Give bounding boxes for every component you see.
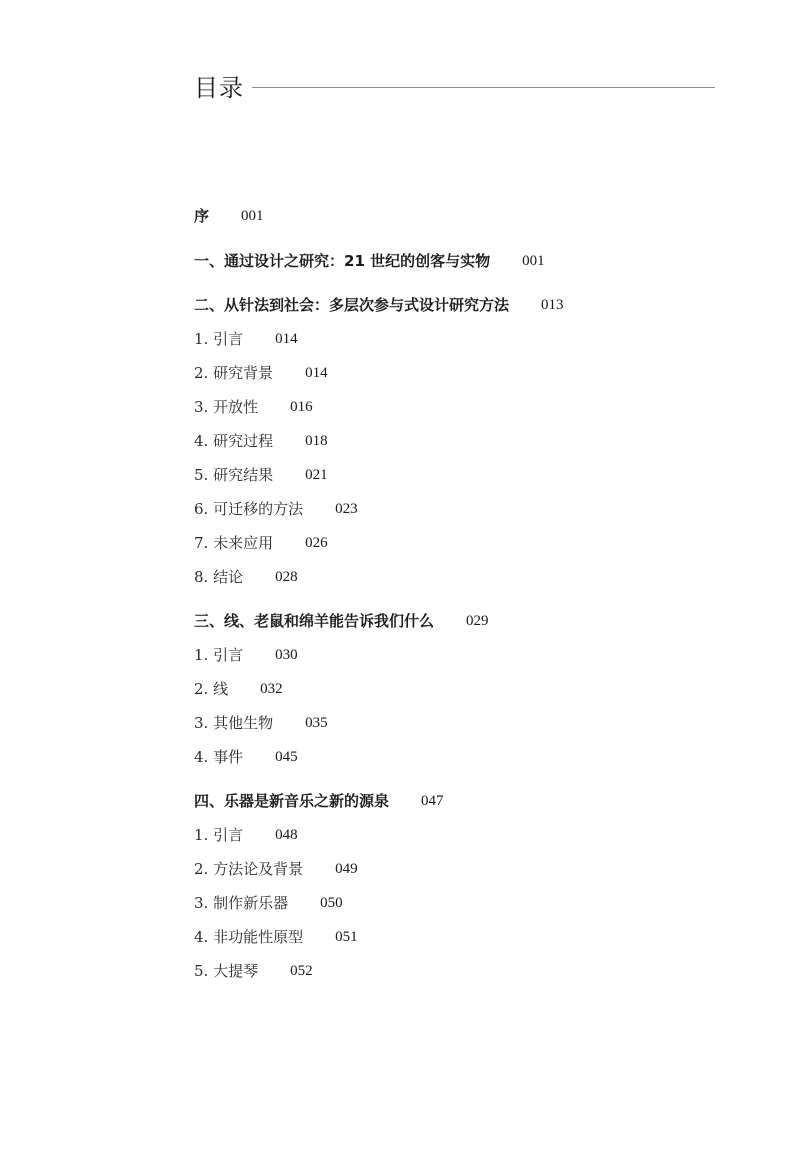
toc-entry-title: 2. 方法论及背景	[194, 860, 304, 878]
toc-section[interactable]	[194, 890, 343, 916]
toc-entry-title: 4. 事件	[194, 748, 244, 766]
page-title: 目录	[194, 74, 244, 102]
toc-section[interactable]	[194, 676, 283, 702]
toc-entry-page: 018	[305, 433, 328, 449]
toc-entry-page: 047	[421, 793, 444, 809]
header-rule	[252, 87, 715, 88]
toc-section[interactable]	[194, 326, 298, 352]
page-header	[194, 70, 715, 110]
toc-entry-title: 5. 大提琴	[194, 962, 259, 980]
toc-entry-title: 序	[194, 207, 210, 225]
toc-entry-page: 048	[275, 827, 298, 843]
toc-section[interactable]	[194, 530, 328, 556]
toc-section[interactable]	[194, 710, 328, 736]
toc-entry-page: 026	[305, 535, 328, 551]
toc-entry-page: 023	[335, 501, 358, 517]
toc-chapter-2[interactable]	[194, 292, 564, 318]
toc-section[interactable]	[194, 496, 358, 522]
toc-chapter-1[interactable]	[194, 248, 545, 274]
toc-entry-title: 1. 引言	[194, 646, 244, 664]
toc-entry-title: 4. 研究过程	[194, 432, 274, 450]
toc-entry-page: 016	[290, 399, 313, 415]
toc-section[interactable]	[194, 428, 328, 454]
toc-entry-title: 4. 非功能性原型	[194, 928, 304, 946]
toc-entry-page: 014	[275, 331, 298, 347]
toc-entry-title: 2. 线	[194, 680, 229, 698]
toc-section[interactable]	[194, 462, 328, 488]
toc-entry-page: 050	[320, 895, 343, 911]
toc-section[interactable]	[194, 744, 298, 770]
toc-entry-title: 三、线、老鼠和绵羊能告诉我们什么	[194, 612, 435, 630]
toc-section[interactable]	[194, 642, 298, 668]
toc-chapter-4[interactable]	[194, 788, 444, 814]
toc-chapter-3[interactable]	[194, 608, 489, 634]
toc-entry-page: 030	[275, 647, 298, 663]
toc-section[interactable]	[194, 856, 358, 882]
toc-entry-page: 021	[305, 467, 328, 483]
toc-entry-page: 049	[335, 861, 358, 877]
toc-section[interactable]	[194, 360, 328, 386]
toc-entry-page: 014	[305, 365, 328, 381]
toc-entry-title: 2. 研究背景	[194, 364, 274, 382]
toc-section[interactable]	[194, 394, 313, 420]
toc-entry-title: 3. 制作新乐器	[194, 894, 289, 912]
toc-section[interactable]	[194, 822, 298, 848]
toc-section[interactable]	[194, 958, 313, 984]
toc-entry-title: 3. 开放性	[194, 398, 259, 416]
toc-entry-page: 001	[522, 253, 545, 269]
toc-entry-page: 013	[541, 297, 564, 313]
toc-entry-title: 二、从针法到社会：多层次参与式设计研究方法	[194, 296, 510, 314]
toc-entry-preface[interactable]	[194, 203, 264, 229]
toc-entry-title: 1. 引言	[194, 826, 244, 844]
toc-section[interactable]	[194, 924, 358, 950]
toc-entry-page: 045	[275, 749, 298, 765]
toc-entry-page: 032	[260, 681, 283, 697]
toc-entry-page: 051	[335, 929, 358, 945]
toc-entry-title: 1. 引言	[194, 330, 244, 348]
toc-entry-title: 5. 研究结果	[194, 466, 274, 484]
toc-entry-title: 四、乐器是新音乐之新的源泉	[194, 792, 390, 810]
toc-section[interactable]	[194, 564, 298, 590]
toc-entry-page: 029	[466, 613, 489, 629]
toc-entry-page: 028	[275, 569, 298, 585]
toc-entry-title: 8. 结论	[194, 568, 244, 586]
toc-entry-page: 001	[241, 208, 264, 224]
toc-entry-page: 035	[305, 715, 328, 731]
toc-entry-title: 一、通过设计之研究：21 世纪的创客与实物	[194, 252, 491, 270]
toc-entry-title: 3. 其他生物	[194, 714, 274, 732]
toc-entry-title: 7. 未来应用	[194, 534, 274, 552]
toc-entry-page: 052	[290, 963, 313, 979]
toc-entry-title: 6. 可迁移的方法	[194, 500, 304, 518]
